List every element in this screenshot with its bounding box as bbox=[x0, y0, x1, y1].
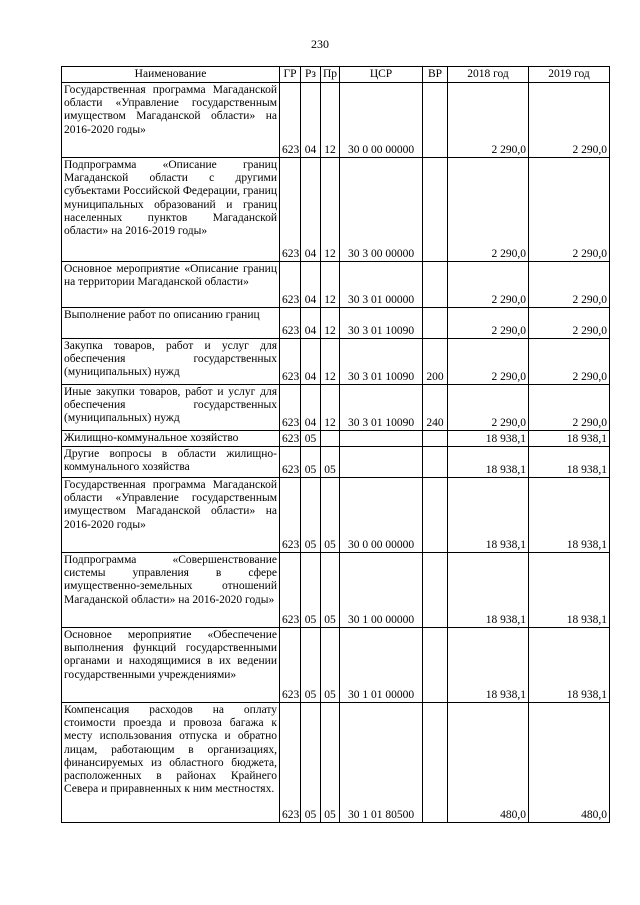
row-pr: 05 bbox=[321, 703, 340, 823]
row-2018: 18 938,1 bbox=[448, 553, 529, 628]
row-csr: 30 3 00 00000 bbox=[340, 158, 423, 262]
row-name: Государственная программа Магаданской области «Управление государственным имуществом Магаданской области» на 2016-2020 годы» bbox=[62, 83, 280, 158]
header-vr: ВР bbox=[423, 67, 448, 83]
row-rz: 05 bbox=[301, 431, 321, 447]
row-name: Государственная программа Магаданской области «Управление государственным имуществом Магаданской области» на 2016-2020 годы» bbox=[62, 478, 280, 553]
row-name: Закупка товаров, работ и услуг для обеспечения государственных (муниципальных) нужд bbox=[62, 339, 280, 385]
row-rz: 05 bbox=[301, 553, 321, 628]
row-gr: 623 bbox=[280, 628, 301, 703]
row-2018: 2 290,0 bbox=[448, 262, 529, 308]
row-gr: 623 bbox=[280, 703, 301, 823]
row-rz: 05 bbox=[301, 447, 321, 478]
row-2018: 2 290,0 bbox=[448, 158, 529, 262]
row-pr: 12 bbox=[321, 339, 340, 385]
row-rz: 04 bbox=[301, 262, 321, 308]
row-rz: 05 bbox=[301, 478, 321, 553]
row-rz: 04 bbox=[301, 158, 321, 262]
budget-table bbox=[61, 66, 610, 823]
header-gr: ГР bbox=[280, 67, 301, 83]
row-vr bbox=[423, 308, 448, 339]
row-2019: 2 290,0 bbox=[529, 262, 610, 308]
row-rz: 04 bbox=[301, 339, 321, 385]
row-pr: 12 bbox=[321, 262, 340, 308]
row-2018: 2 290,0 bbox=[448, 308, 529, 339]
row-2019: 2 290,0 bbox=[529, 83, 610, 158]
header-pr: Пр bbox=[321, 67, 340, 83]
header-csr: ЦСР bbox=[340, 67, 423, 83]
row-csr bbox=[340, 447, 423, 478]
row-csr: 30 3 01 10090 bbox=[340, 385, 423, 431]
row-2019: 2 290,0 bbox=[529, 339, 610, 385]
row-2019: 18 938,1 bbox=[529, 447, 610, 478]
table-row bbox=[62, 262, 610, 308]
row-pr bbox=[321, 431, 340, 447]
row-gr: 623 bbox=[280, 158, 301, 262]
row-2019: 18 938,1 bbox=[529, 628, 610, 703]
row-vr bbox=[423, 553, 448, 628]
table-row bbox=[62, 703, 610, 823]
row-name: Основное мероприятие «Описание границ на территории Магаданской области» bbox=[62, 262, 280, 308]
row-gr: 623 bbox=[280, 553, 301, 628]
row-2019: 18 938,1 bbox=[529, 431, 610, 447]
row-name: Иные закупки товаров, работ и услуг для обеспечения государственных (муниципальных) нужд bbox=[62, 385, 280, 431]
row-rz: 05 bbox=[301, 628, 321, 703]
row-rz: 04 bbox=[301, 385, 321, 431]
row-csr: 30 1 00 00000 bbox=[340, 553, 423, 628]
row-pr: 12 bbox=[321, 385, 340, 431]
row-vr bbox=[423, 431, 448, 447]
row-csr: 30 1 01 80500 bbox=[340, 703, 423, 823]
row-pr: 05 bbox=[321, 478, 340, 553]
table-row bbox=[62, 83, 610, 158]
row-name: Подпрограмма «Совершенствование системы управления в сфере имущественно-земельных отношений Магаданской области» на 2016-2020 годы» bbox=[62, 553, 280, 628]
table-row bbox=[62, 478, 610, 553]
page-number: 230 bbox=[311, 37, 329, 51]
row-csr: 30 0 00 00000 bbox=[340, 83, 423, 158]
header-rz: Рз bbox=[301, 67, 321, 83]
row-gr: 623 bbox=[280, 385, 301, 431]
row-name: Основное мероприятие «Обеспечение выполнения функций государственными органами и находящимися в их ведении государственными учреждениями» bbox=[62, 628, 280, 703]
row-pr: 05 bbox=[321, 553, 340, 628]
row-gr: 623 bbox=[280, 308, 301, 339]
row-name: Жилищно-коммунальное хозяйство bbox=[62, 431, 280, 447]
row-vr bbox=[423, 262, 448, 308]
row-csr: 30 3 01 00000 bbox=[340, 262, 423, 308]
row-gr: 623 bbox=[280, 431, 301, 447]
row-vr bbox=[423, 158, 448, 262]
row-rz: 04 bbox=[301, 308, 321, 339]
table-row bbox=[62, 308, 610, 339]
row-vr bbox=[423, 447, 448, 478]
row-gr: 623 bbox=[280, 447, 301, 478]
row-name: Другие вопросы в области жилищно-коммунального хозяйства bbox=[62, 447, 280, 478]
row-csr: 30 0 00 00000 bbox=[340, 478, 423, 553]
row-name: Компенсация расходов на оплату стоимости проезда и провоза багажа к месту использования отпуска и обратно лицам, работающим в организациях, финансируемых из областного бюджета, расположенных в районах Крайнего Севера и приравненных к ним местностях. bbox=[62, 703, 280, 823]
header-name: Наименование bbox=[62, 67, 280, 83]
row-rz: 04 bbox=[301, 83, 321, 158]
row-vr bbox=[423, 628, 448, 703]
table-row bbox=[62, 431, 610, 447]
row-vr bbox=[423, 478, 448, 553]
row-gr: 623 bbox=[280, 83, 301, 158]
row-vr: 200 bbox=[423, 339, 448, 385]
table-row bbox=[62, 385, 610, 431]
row-pr: 12 bbox=[321, 158, 340, 262]
row-pr: 12 bbox=[321, 83, 340, 158]
table-row bbox=[62, 628, 610, 703]
row-gr: 623 bbox=[280, 478, 301, 553]
row-2018: 2 290,0 bbox=[448, 83, 529, 158]
row-pr: 12 bbox=[321, 308, 340, 339]
row-2018: 2 290,0 bbox=[448, 339, 529, 385]
row-2019: 18 938,1 bbox=[529, 478, 610, 553]
row-name: Подпрограмма «Описание границ Магаданской области с другими субъектами Российской Федерации, границ муниципальных образований и границ населенных пунктов Магаданской области» на 2016-2019 годы» bbox=[62, 158, 280, 262]
row-2018: 18 938,1 bbox=[448, 478, 529, 553]
row-gr: 623 bbox=[280, 262, 301, 308]
row-name: Выполнение работ по описанию границ bbox=[62, 308, 280, 339]
row-2018: 480,0 bbox=[448, 703, 529, 823]
row-pr: 05 bbox=[321, 628, 340, 703]
table-row bbox=[62, 158, 610, 262]
table-row bbox=[62, 553, 610, 628]
row-vr bbox=[423, 83, 448, 158]
table-row bbox=[62, 339, 610, 385]
row-vr bbox=[423, 703, 448, 823]
row-rz: 05 bbox=[301, 703, 321, 823]
row-2018: 2 290,0 bbox=[448, 385, 529, 431]
row-2018: 18 938,1 bbox=[448, 447, 529, 478]
row-2019: 2 290,0 bbox=[529, 308, 610, 339]
row-2019: 2 290,0 bbox=[529, 158, 610, 262]
row-2019: 18 938,1 bbox=[529, 553, 610, 628]
header-2019: 2019 год bbox=[529, 67, 610, 83]
row-2018: 18 938,1 bbox=[448, 431, 529, 447]
row-csr: 30 1 01 00000 bbox=[340, 628, 423, 703]
table-row bbox=[62, 447, 610, 478]
row-2019: 2 290,0 bbox=[529, 385, 610, 431]
row-csr bbox=[340, 431, 423, 447]
row-gr: 623 bbox=[280, 339, 301, 385]
row-csr: 30 3 01 10090 bbox=[340, 308, 423, 339]
row-csr: 30 3 01 10090 bbox=[340, 339, 423, 385]
row-vr: 240 bbox=[423, 385, 448, 431]
table-header-row bbox=[62, 67, 610, 83]
row-pr: 05 bbox=[321, 447, 340, 478]
header-2018: 2018 год bbox=[448, 67, 529, 83]
row-2018: 18 938,1 bbox=[448, 628, 529, 703]
row-2019: 480,0 bbox=[529, 703, 610, 823]
